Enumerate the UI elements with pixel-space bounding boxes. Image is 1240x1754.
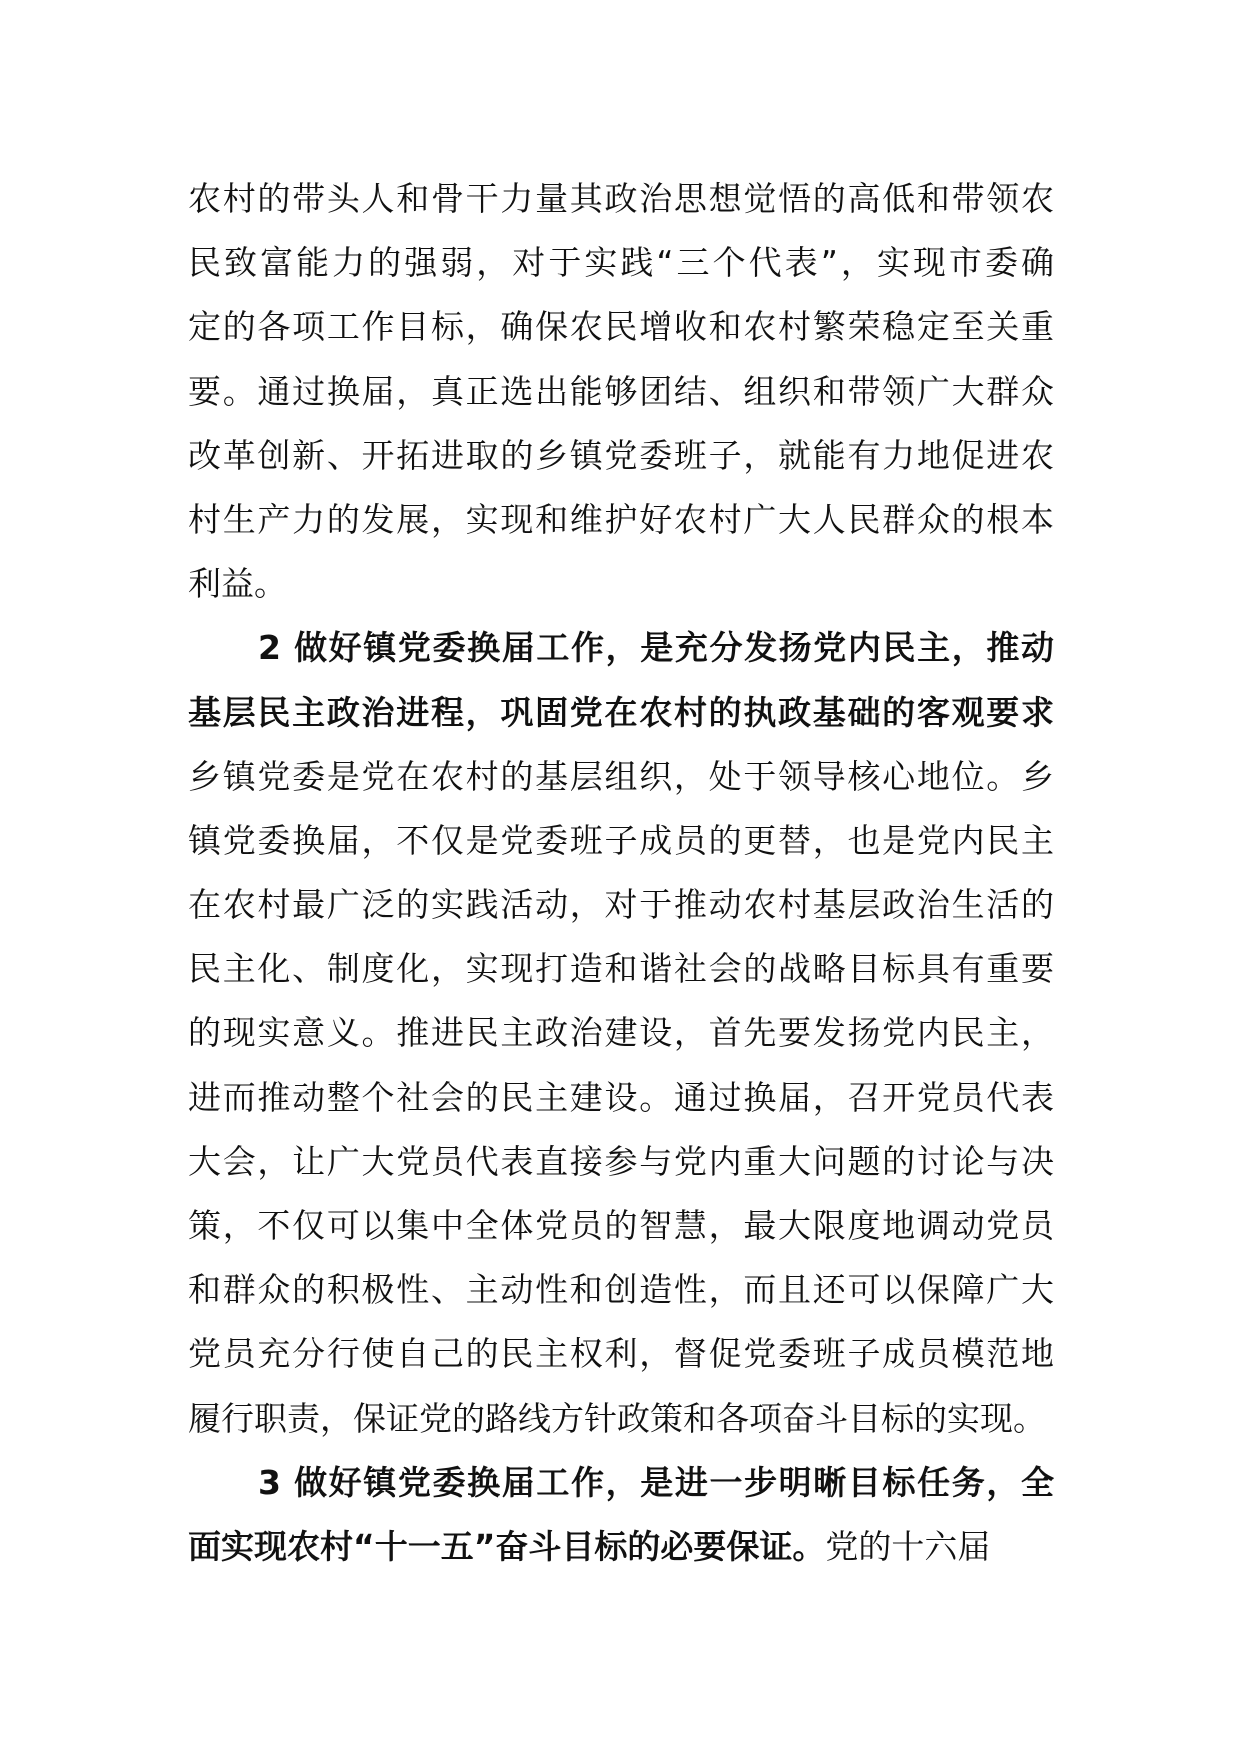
section-heading-text: 面实现农村“十一五”奋斗目标的必要保证。 <box>188 1526 826 1566</box>
paragraph-line: 在农村最广泛的实践活动，对于推动农村基层政治生活的 <box>188 885 1054 925</box>
paragraph-line: 党员充分行使自己的民主权利，督促党委班子成员模范地 <box>188 1334 1054 1374</box>
section-heading-line: 2 做好镇党委换届工作，是充分发扬党内民主，推动 <box>258 628 1054 668</box>
paragraph-line: 民致富能力的强弱，对于实践“三个代表”，实现市委确 <box>188 243 1054 283</box>
section-heading-line: 基层民主政治进程，巩固党在农村的执政基础的客观要求 <box>188 692 1054 732</box>
paragraph-line: 农村的带头人和骨干力量其政治思想觉悟的高低和带领农 <box>188 179 1054 218</box>
paragraph-line: 乡镇党委是党在农村的基层组织，处于领导核心地位。乡 <box>188 756 1054 796</box>
paragraph-line: 进而推动整个社会的民主建设。通过换届，召开党员代表 <box>188 1077 1054 1117</box>
body-text <box>188 167 1054 1579</box>
paragraph-line: 定的各项工作目标，确保农民增收和农村繁荣稳定至关重 <box>188 307 1054 347</box>
paragraph-line: 和群众的积极性、主动性和创造性，而且还可以保障广大 <box>188 1270 1054 1310</box>
paragraph-line: 利益。 <box>188 564 287 604</box>
paragraph-line: 策，不仅可以集中全体党员的智慧，最大限度地调动党员 <box>188 1206 1054 1245</box>
paragraph-line: 改革创新、开拓进取的乡镇党委班子，就能有力地促进农 <box>188 435 1054 475</box>
paragraph-line: 履行职责，保证党的路线方针政策和各项奋斗目标的实现。 <box>188 1398 1046 1438</box>
paragraph-line: 村生产力的发展，实现和维护好农村广大人民群众的根本 <box>188 499 1054 539</box>
section-heading-line: 3 做好镇党委换届工作，是进一步明晰目标任务，全 <box>258 1462 1054 1502</box>
section-heading-line <box>188 1515 1054 1579</box>
paragraph-line: 民主化、制度化，实现打造和谐社会的战略目标具有重要 <box>188 949 1054 989</box>
paragraph-continuation: 党的十六届 <box>825 1526 991 1566</box>
paragraph-line: 镇党委换届，不仅是党委班子成员的更替，也是党内民主 <box>188 820 1054 860</box>
paragraph-line: 的现实意义。推进民主政治建设，首先要发扬党内民主， <box>188 1013 1054 1053</box>
paragraph-line: 大会，让广大党员代表直接参与党内重大问题的讨论与决 <box>188 1141 1054 1181</box>
paragraph-line: 要。通过换届，真正选出能够团结、组织和带领广大群众 <box>188 371 1054 411</box>
